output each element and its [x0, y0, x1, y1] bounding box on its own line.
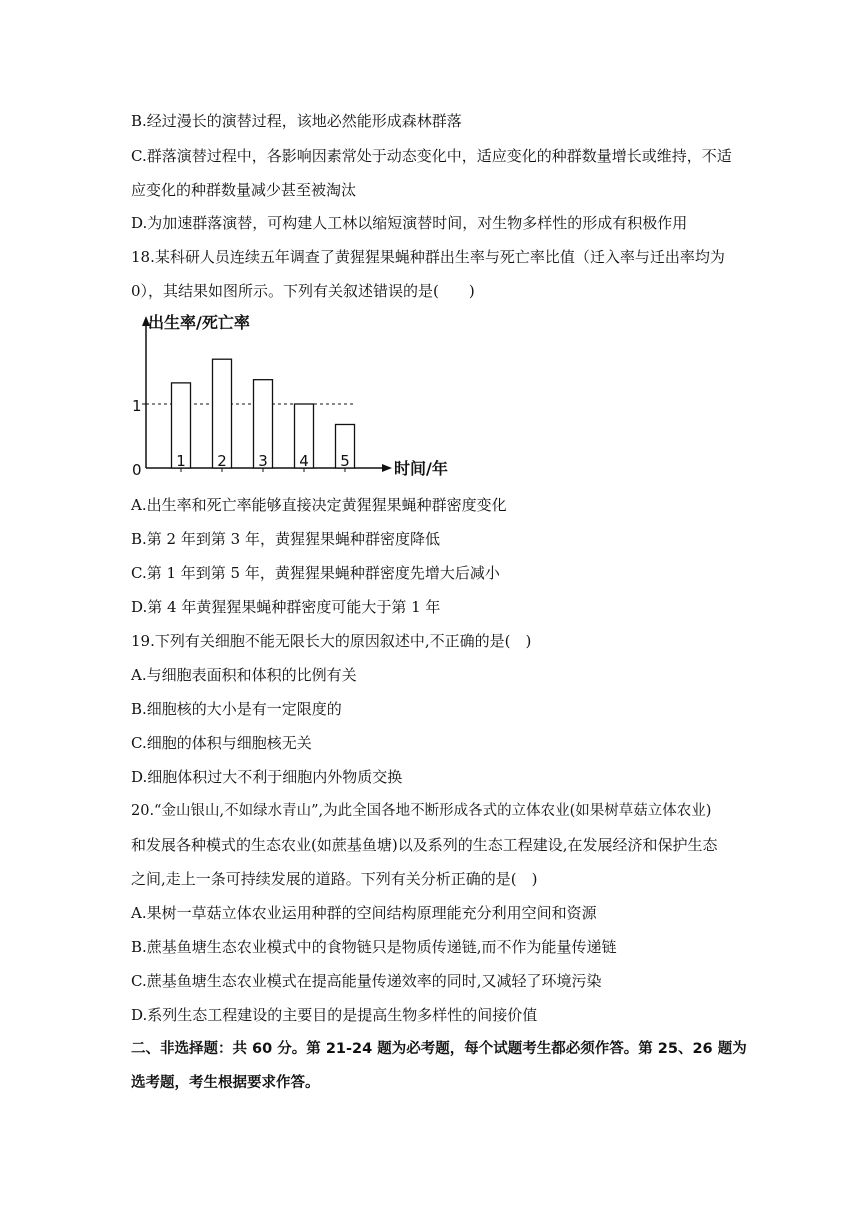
- question-18-line2: 0），其结果如图所示。下列有关叙述错误的是( ): [131, 282, 475, 300]
- option-20d: D.系列生态工程建设的主要目的是提高生物多样性的间接价值: [131, 1006, 538, 1024]
- y-tick-1: 1: [132, 397, 142, 415]
- option-18c: C.第 1 年到第 5 年，黄猩猩果蝇种群密度先增大后减小: [131, 564, 500, 582]
- option-18d: D.第 4 年黄猩猩果蝇种群密度可能大于第 1 年: [131, 598, 441, 616]
- option-19c: C.细胞的体积与细胞核无关: [131, 734, 312, 752]
- question-20-line1: 20.“金山银山,不如绿水青山”,为此全国各地不断形成各式的立体农业(如果树草菇立体农业): [131, 803, 712, 819]
- question-18-line1: 18.某科研人员连续五年调查了黄猩猩果蝇种群出生率与死亡率比值（迁入率与迁出率均为: [131, 248, 725, 266]
- chart-bars: [142, 359, 355, 468]
- section-header-line2: 选考题，考生根据要求作答。: [131, 1075, 320, 1091]
- option-20c: C.蔗基鱼塘生态农业模式在提高能量传递效率的同时,又减轻了环境污染: [131, 972, 602, 990]
- x-tick-label-2: 2: [217, 452, 227, 470]
- option-19b: B.细胞核的大小是有一定限度的: [131, 700, 342, 718]
- option-20b: B.蔗基鱼塘生态农业模式中的食物链只是物质传递链,而不作为能量传递链: [131, 938, 617, 956]
- option-19d: D.细胞体积过大不利于细胞内外物质交换: [131, 768, 403, 786]
- question-20-line2: 和发展各种模式的生态农业(如蔗基鱼塘)以及系列的生态工程建设,在发展经济和保护生态: [131, 836, 718, 854]
- section-header-line1: 二、非选择题：共 60 分。第 21-24 题为必考题，每个试题考生都必须作答。第 25、26 题为: [131, 1041, 747, 1057]
- option-20a: A.果树一草菇立体农业运用种群的空间结构原理能充分利用空间和资源: [131, 904, 597, 922]
- option-17c-line1: C.群落演替过程中，各影响因素常处于动态变化中，适应变化的种群数量增长或维持，不适: [131, 147, 732, 165]
- option-17d: D.为加速群落演替，可构建人工林以缩短演替时间，对生物多样性的形成有积极作用: [131, 214, 688, 232]
- x-axis-label: 时间/年: [394, 459, 448, 478]
- question-20-line3: 之间,走上一条可持续发展的道路。下列有关分析正确的是( ): [131, 870, 538, 888]
- y-tick-0: 0: [132, 461, 142, 479]
- x-axis-arrow-icon: [382, 464, 392, 472]
- birth-death-ratio-chart: [128, 308, 468, 480]
- x-tick-label-3: 3: [258, 452, 268, 470]
- option-17c-line2: 应变化的种群数量减少甚至被淘汰: [131, 181, 357, 199]
- option-18b: B.第 2 年到第 3 年，黄猩猩果蝇种群密度降低: [131, 530, 440, 548]
- x-tick-labels: [176, 452, 350, 472]
- option-19a: A.与细胞表面积和体积的比例有关: [131, 666, 357, 684]
- y-axis-label: 出生率/死亡率: [148, 313, 250, 332]
- x-tick-label-4: 4: [299, 452, 309, 470]
- x-tick-label-5: 5: [340, 452, 350, 470]
- option-17b: B.经过漫长的演替过程，该地必然能形成森林群落: [131, 112, 462, 130]
- x-tick-label-1: 1: [176, 452, 186, 470]
- question-19: 19.下列有关细胞不能无限长大的原因叙述中,不正确的是( ): [131, 632, 532, 650]
- option-18a: A.出生率和死亡率能够直接决定黄猩猩果蝇种群密度变化: [131, 496, 507, 514]
